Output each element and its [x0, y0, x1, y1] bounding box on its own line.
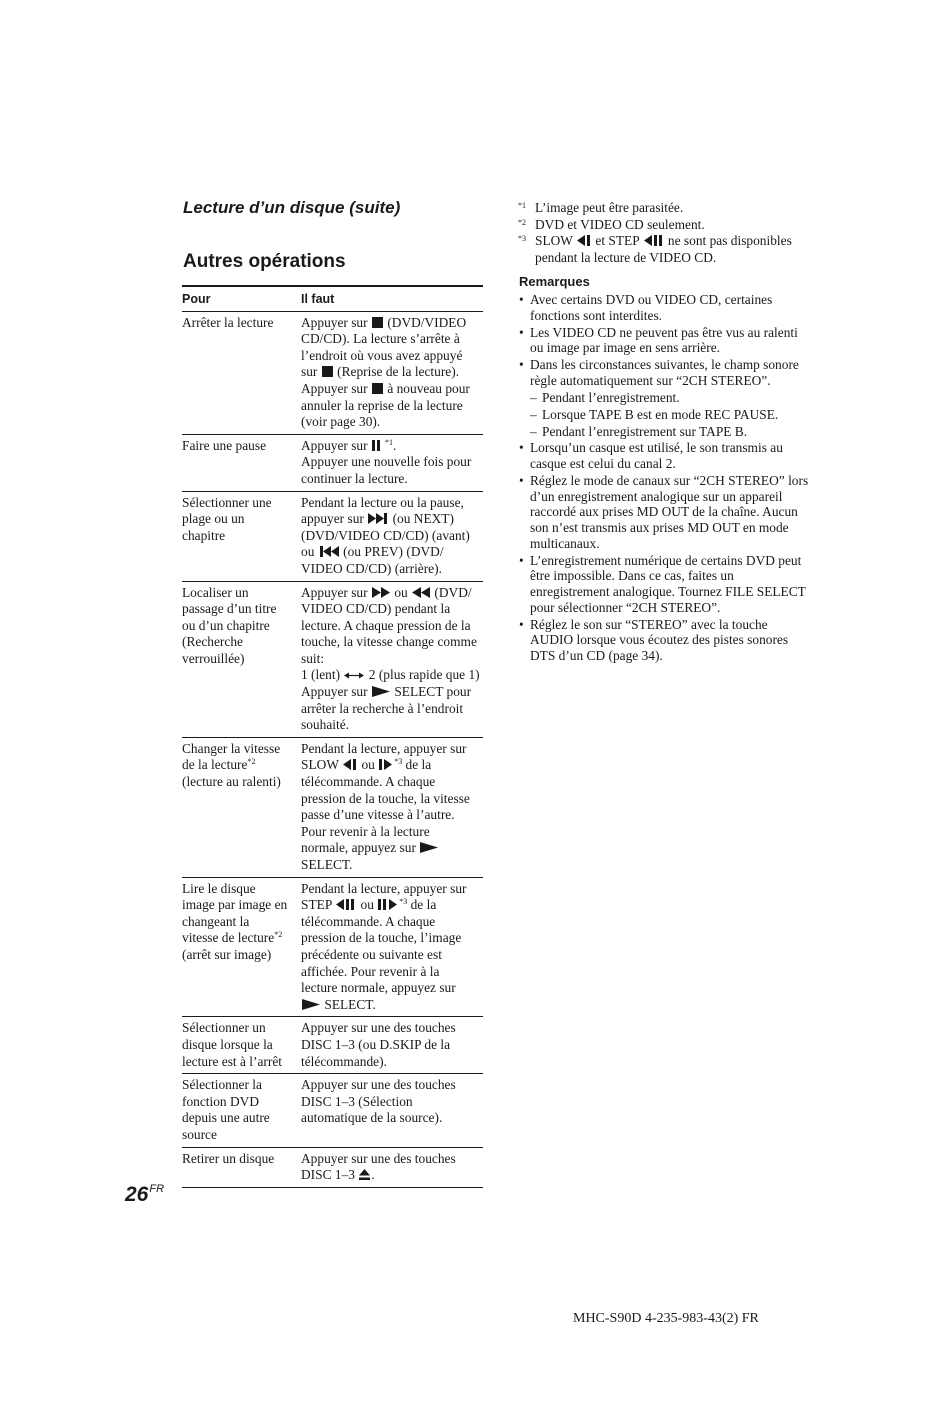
- play-icon: [372, 686, 390, 697]
- footnote: *1 L’image peut être parasitée.: [518, 200, 684, 215]
- remarks-list: [519, 292, 819, 665]
- row-purpose: Localiser un passage d’un titre ou d’un chapitre (Recherche verrouillée): [182, 581, 301, 737]
- remark-subitem: – Pendant l’enregistrement.: [530, 389, 680, 405]
- row-instructions: Appuyer sur (DVD/VIDEO CD/CD). La lecture s’arrête à l’endroit où vous avez appuyé sur (Reprise de la lecture). Appuyer sur à nouveau pour annuler la reprise de la lecture (voir page 30).: [301, 311, 483, 434]
- pause-icon: [372, 440, 384, 451]
- page-heading: Autres opérations: [183, 251, 346, 272]
- remark-item: • Dans les circonstances suivantes, le champ sonore règle automatiquement sur “2CH STEREO”.: [519, 357, 799, 388]
- row-instructions: Appuyer sur ou (DVD/ VIDEO CD/CD) pendant la lecture. A chaque pression de la touche, la vitesse change comme suit: 1 (lent) 2 (plus rapide que 1) Appuyer sur SELECT pour arrêter la recherche à l’endroit souhaité.: [301, 581, 483, 737]
- row-instructions: Pendant la lecture ou la pause, appuyer sur (ou NEXT) (DVD/VIDEO CD/CD) (avant) ou (ou PREV) (DVD/ VIDEO CD/CD) (arrière).: [301, 491, 483, 581]
- row-instructions: Appuyer sur une des touches DISC 1–3 .: [301, 1147, 483, 1187]
- table-row: [182, 877, 483, 1017]
- remark-item: • Réglez le son sur “STEREO” avec la touche AUDIO lorsque vous écoutez des pistes sonores DTS d’un CD (page 34).: [519, 616, 789, 664]
- remark-item: • Les VIDEO CD ne peuvent pas être vus au ralenti ou image par image en sens arrière.: [519, 324, 798, 356]
- stop-icon: [322, 366, 333, 377]
- row-instructions: Appuyer sur une des touches DISC 1–3 (Sélection automatique de la source).: [301, 1074, 483, 1147]
- row-instructions: Appuyer sur $^{*1}$. Appuyer une nouvelle fois pour continuer la lecture.: [301, 434, 483, 491]
- row-purpose: Lire le disque image par image en changeant la vitesse de lecture$^{*2}$ (arrêt sur image): [182, 877, 301, 1017]
- slow-forward-icon: [379, 759, 393, 770]
- next-icon: [368, 513, 388, 524]
- remark-subitem: – Pendant l’enregistrement sur TAPE B.: [530, 423, 748, 439]
- document-code: MHC-S90D 4-235-983-43(2) FR: [573, 1311, 759, 1326]
- table-row: [182, 491, 483, 581]
- row-purpose: Sélectionner une plage ou un chapitre: [182, 491, 301, 581]
- stop-icon: [372, 383, 383, 394]
- column-header-il-faut: Il faut: [301, 286, 483, 311]
- fast-forward-icon: [372, 587, 390, 598]
- step-forward-icon: [378, 899, 398, 910]
- remarks-title: Remarques: [519, 274, 590, 289]
- operations-table: [182, 285, 483, 1188]
- row-purpose: Changer la vitesse de la lecture$^{*2}$ (lecture au ralenti): [182, 737, 301, 877]
- remark-item: • Réglez le mode de canaux sur “2CH STEREO” lors d’un enregistrement analogique sur un appareil raccordé aux prises MD OUT de la chaîne. Aucun son n’est transmis aux prises MD OUT en mode multicanaux.: [519, 473, 809, 551]
- table-row: [182, 311, 483, 434]
- slow-reverse-icon: [343, 759, 357, 770]
- row-instructions: Pendant la lecture, appuyer sur STEP ou $^{*3}$ de la télécommande. A chaque pression de la touche, l’image précédente ou suivante est affichée. Pour revenir à la lecture normale, appuyez sur SELECT.: [301, 877, 483, 1017]
- footnotes: [518, 200, 818, 266]
- column-header-pour: Pour: [182, 286, 301, 311]
- remark-item: • Lorsqu’un casque est utilisé, le son transmis au casque est celui du canal 2.: [519, 440, 783, 472]
- table-row: [182, 1017, 483, 1074]
- row-instructions: Appuyer sur une des touches DISC 1–3 (ou D.SKIP de la télécommande).: [301, 1017, 483, 1074]
- footnote: *2 DVD et VIDEO CD seulement.: [518, 216, 705, 232]
- table-row: [182, 1074, 483, 1147]
- row-purpose: Faire une pause: [182, 434, 301, 491]
- step-reverse-icon: [644, 235, 664, 246]
- row-purpose: Sélectionner un disque lorsque la lecture est à l’arrêt: [182, 1017, 301, 1074]
- table-row: [182, 1147, 483, 1187]
- table-row: [182, 581, 483, 737]
- prev-icon: [319, 546, 339, 557]
- remark-subitem: – Lorsque TAPE B est en mode REC PAUSE.: [530, 406, 779, 422]
- remark-item: • L’enregistrement numérique de certains DVD peut être impossible. Dans ce cas, faites un enregistrement analogique. Tournez FILE SELECT pour sélectionner “2CH STEREO”.: [519, 552, 806, 615]
- footnote: *3 SLOW et STEP ne sont pas disponibles pendant la lecture de VIDEO CD.: [518, 233, 792, 265]
- slow-reverse-icon: [577, 235, 591, 246]
- table-header-row: [182, 286, 483, 311]
- play-icon: [420, 842, 438, 853]
- rewind-icon: [412, 587, 430, 598]
- double-arrow-icon: [344, 671, 364, 680]
- row-instructions: Pendant la lecture, appuyer sur SLOW ou $^{*3}$ de la télécommande. A chaque pression de la touche, la vitesse passe d’une vitesse à l’autre. Pour revenir à la lecture normale, appuyez sur SELECT.: [301, 737, 483, 877]
- row-purpose: Retirer un disque: [182, 1147, 301, 1187]
- remark-item: • Avec certains DVD ou VIDEO CD, certaines fonctions sont interdites.: [519, 292, 773, 323]
- eject-icon: [359, 1169, 370, 1180]
- step-reverse-icon: [336, 899, 356, 910]
- row-purpose: Sélectionner la fonction DVD depuis une autre source: [182, 1074, 301, 1147]
- table-row: [182, 737, 483, 877]
- section-subtitle: Lecture d’un disque (suite): [183, 198, 401, 217]
- table-row: [182, 434, 483, 491]
- play-icon: [302, 999, 320, 1010]
- page-number: $26^{FR}$: [125, 1183, 165, 1206]
- stop-icon: [372, 317, 383, 328]
- row-purpose: Arrêter la lecture: [182, 311, 301, 434]
